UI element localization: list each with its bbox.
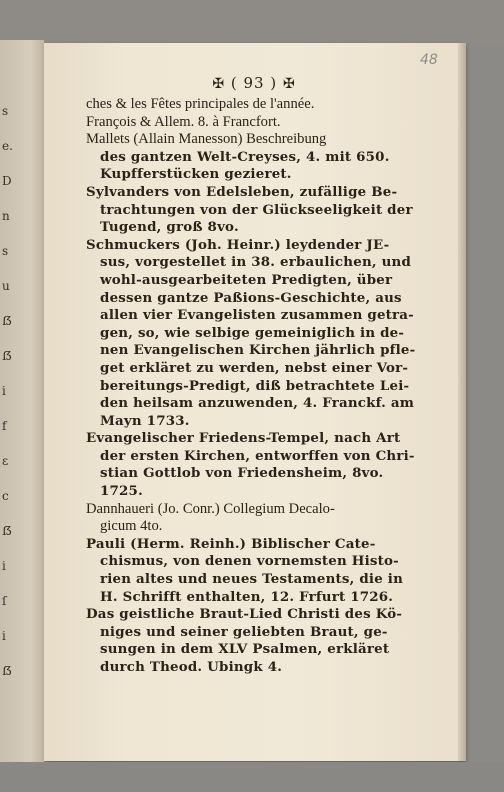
catalog-entry (86, 430, 415, 500)
catalog-entry (86, 236, 416, 431)
entry-line: Pauli (Herm. Reinh.) Biblischer Cate- (86, 535, 376, 552)
facing-page-fragment: e. (2, 139, 13, 153)
entry-line: dessen gantze Paßions-Geschichte, aus (100, 289, 402, 306)
page-number: ( 93 ) (230, 74, 278, 92)
facing-page-fragment: u (2, 279, 10, 293)
entry-line: stian Gottlob von Friedensheim, 8vo. (100, 465, 384, 482)
facing-page-fragment: c (2, 489, 9, 503)
entry-line: Das geistliche Braut-Lied Christi des Kö- (86, 606, 403, 623)
facing-page-fragment: f (2, 419, 7, 433)
catalog-entry (86, 183, 413, 237)
catalog-entry (86, 501, 376, 536)
entry-line: Evangelischer Friedens-Tempel, nach Art (86, 430, 401, 447)
entry-line: Mallets (Allain Manesson) Beschreibung (86, 131, 327, 148)
facing-page-fragment: s (2, 104, 9, 118)
entry-line: Dannhaueri (Jo. Conr.) Collegium Decalo- (86, 500, 335, 517)
entry-line: François & Allem. 8. à Francfort. (86, 113, 281, 130)
entry-line: Sylvanders von Edelsleben, zufällige Be- (86, 183, 398, 200)
facing-page-fragment: ẞ (2, 314, 12, 328)
entry-line: gicum 4to. (100, 518, 163, 535)
entry-line: durch Theod. Ubingk 4. (100, 659, 283, 675)
entry-line: niges und seiner geliebten Braut, ge- (100, 623, 388, 640)
entry-line: get erkläret zu werden, nebst einer Vor- (100, 359, 409, 376)
entry-line: den heilsam anzuwenden, 4. Franckf. am (100, 395, 415, 412)
page-edge (458, 43, 466, 761)
right-ornament-icon: ✠ (282, 76, 296, 92)
entry-line: wohl-ausgearbeiteten Predigten, über (100, 271, 393, 288)
catalog-entry (86, 606, 403, 676)
entry-line: nen Evangelischen Kirchen jährlich pfle- (100, 342, 416, 359)
entry-line: 1725. (100, 483, 143, 500)
facing-page-fragment: i (2, 384, 6, 398)
background-bottom (0, 762, 504, 792)
facing-page-fragment: n (2, 209, 10, 223)
facing-page-fragment: i (2, 629, 6, 643)
facing-page-fragment: ẞ (2, 524, 12, 538)
entry-line: trachtungen von der Glückseeligkeit der (100, 201, 413, 218)
facing-page-fragment: ɛ (2, 454, 9, 468)
facing-page-fragment: ſ (2, 594, 7, 608)
entry-line: gen, so, wie selbige gemeiniglich in de- (100, 324, 405, 341)
page-header (44, 74, 464, 92)
entry-line: allen vier Evangelisten zusammen getra- (100, 307, 414, 324)
left-ornament-icon: ✠ (212, 76, 226, 92)
facing-page-fragment: i (2, 559, 6, 573)
entry-line: sus, vorgestellet in 38. erbaulichen, und (100, 254, 412, 271)
entry-line: bereitungs-Predigt, diß betrachtete Lei- (100, 377, 410, 394)
facing-page-fragment: ẞ (2, 349, 12, 363)
entry-line: Schmuckers (Joh. Heinr.) leydender JE- (86, 236, 390, 253)
background-top (0, 0, 504, 44)
entry-line: der ersten Kirchen, entworffen von Chri- (100, 447, 415, 464)
catalog-entry (86, 535, 404, 606)
catalog-text (86, 96, 416, 677)
entry-line: sungen in dem XLV Psalmen, erkläret (100, 641, 390, 658)
entry-line: rien altes und neues Testaments, die in (100, 571, 404, 588)
facing-page-edge (0, 40, 44, 762)
facing-page-fragment: ẞ (2, 664, 12, 678)
catalog-entry (86, 96, 376, 131)
entry-line: Kupfferstücken gezieret. (100, 166, 292, 183)
entry-line: ches & les Fêtes principales de l'année. (86, 96, 315, 112)
entry-line: Tugend, groß 8vo. (100, 219, 239, 236)
entry-line: Mayn 1733. (100, 412, 190, 429)
entry-line: chismus, von denen vornemsten Histo- (100, 553, 399, 570)
entry-line: des gantzen Welt-Creyses, 4. mit 650. (100, 148, 390, 165)
pencil-margin-note: 48 (420, 52, 438, 68)
entry-line: H. Schrifft enthalten, 12. Frfurt 1726. (100, 588, 394, 605)
facing-page-fragment: s (2, 244, 9, 258)
facing-page-fragment: D (2, 174, 12, 188)
catalog-entry (86, 131, 390, 184)
